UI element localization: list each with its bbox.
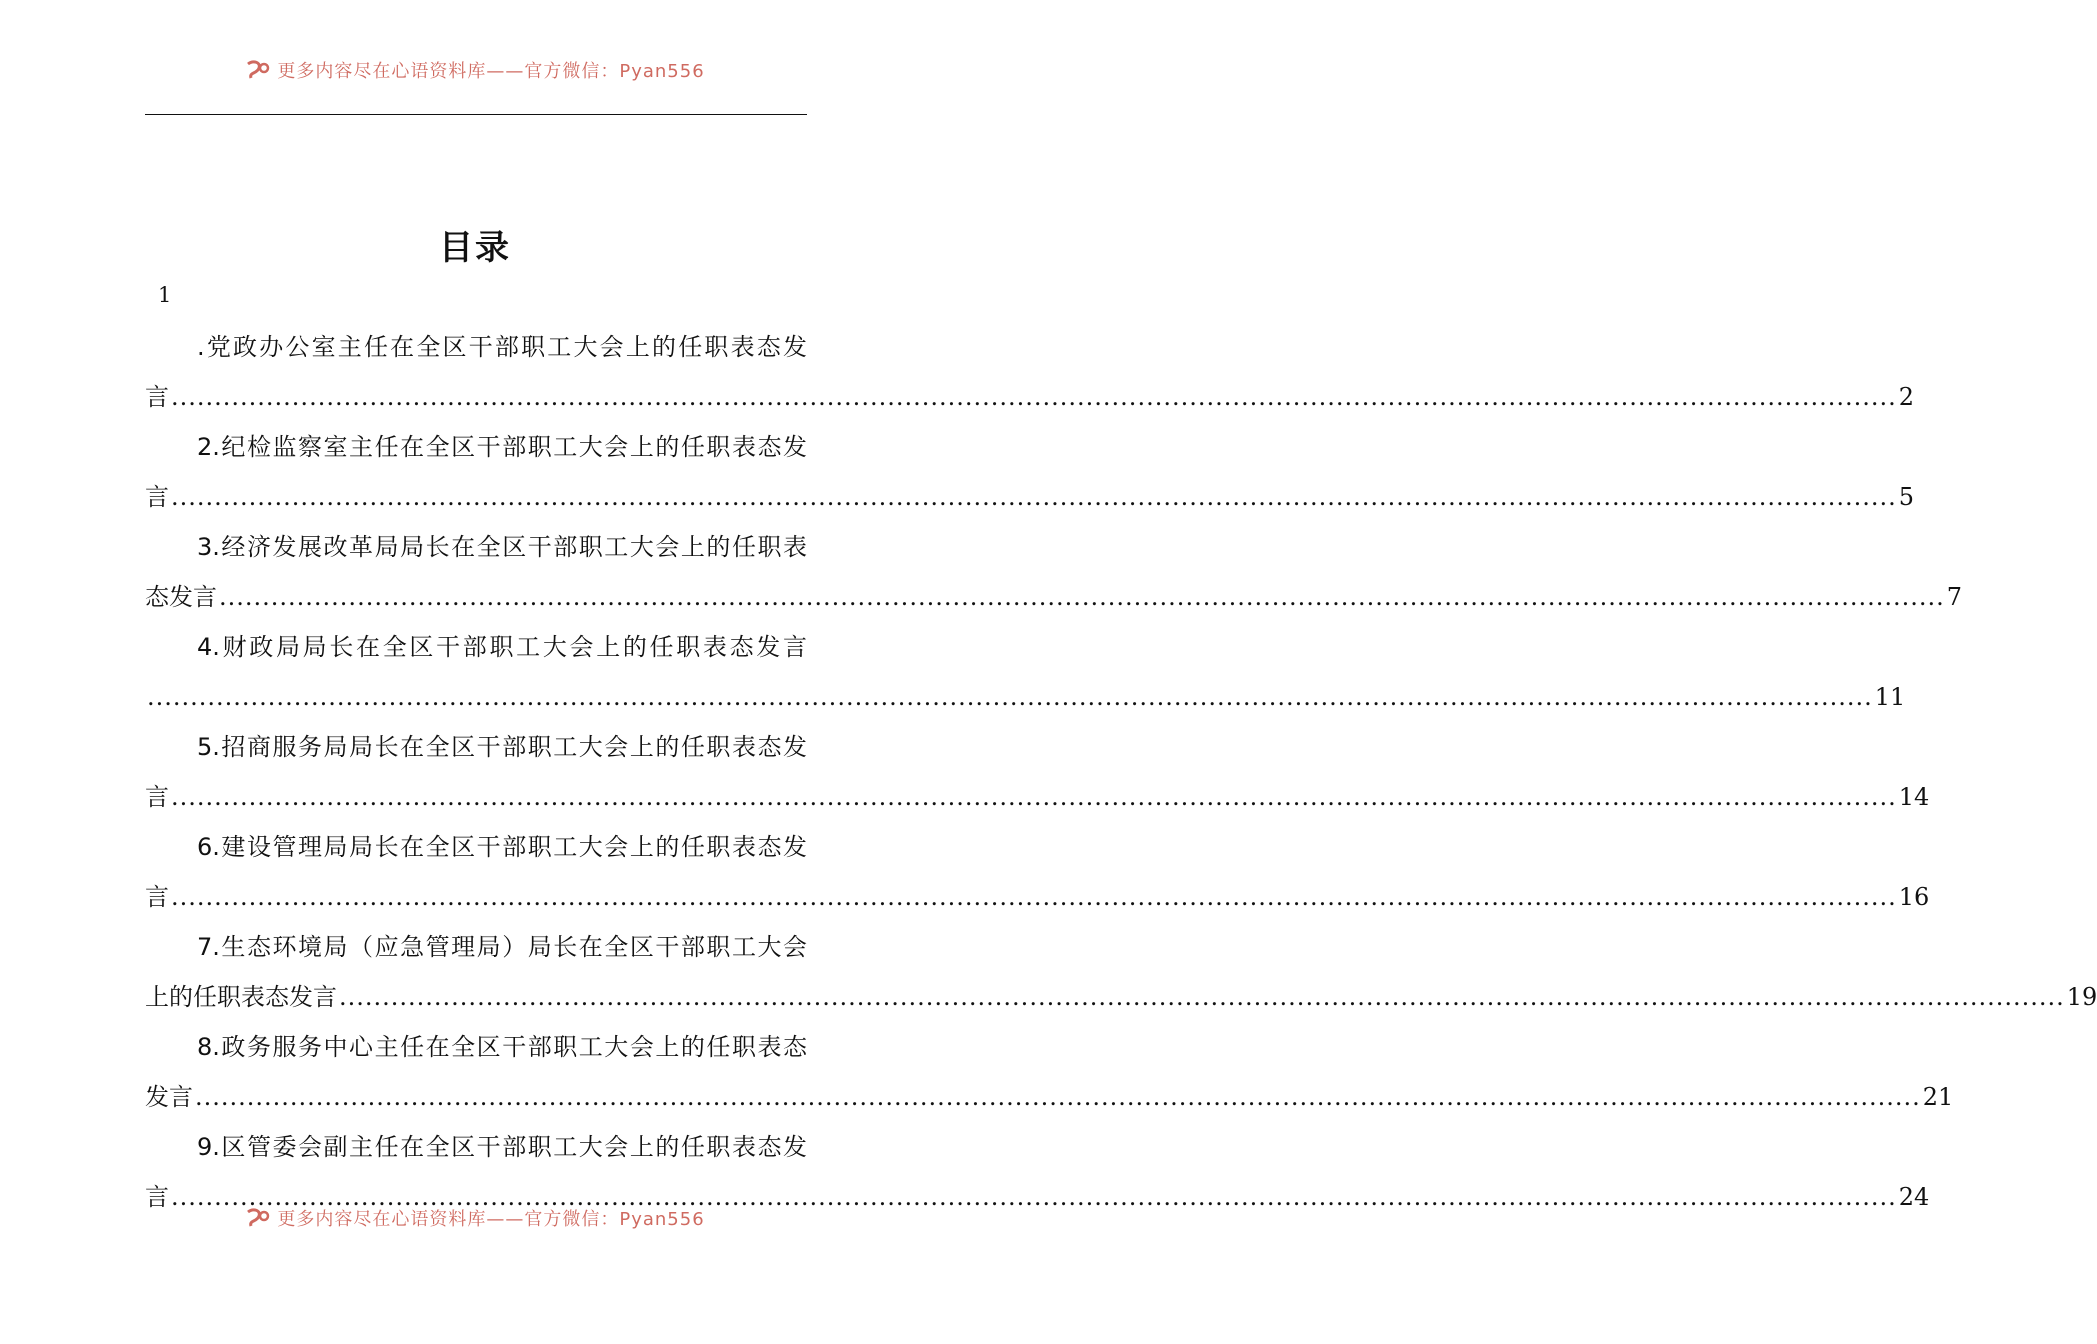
logo-icon [245,60,271,80]
toc-entry-title: .党政办公室主任在全区干部职工大会上的任职表态发 [197,333,807,361]
dot-leader: ........................................................................................................................................................................................................ [171,883,1897,911]
watermark-text: 更多内容尽在心语资料库——官方微信：Pyan556 [277,1209,705,1230]
toc-entry-page: 11 [1874,683,1906,711]
table-of-contents [145,322,2097,1222]
toc-entry-3[interactable] [145,522,1963,622]
dot-leader: ........................................................................................................................................................................................................ [147,683,1873,711]
toc-entry-title: 9.区管委会副主任在全区干部职工大会上的任职表态发 [197,1133,807,1161]
toc-entry-title-tail: 言 [145,383,169,411]
toc-entry-title-tail: 言 [145,1183,169,1211]
dot-leader: ........................................................................................................................................................................................................ [171,383,1897,411]
dot-leader: ........................................................................................................................................................................................................ [339,983,2065,1011]
toc-entry-title-tail: 言 [145,783,169,811]
toc-entry-page: 16 [1898,883,1930,911]
dot-leader: ........................................................................................................................................................................................................ [219,583,1945,611]
toc-entry-title-tail: 上的任职表态发言 [145,983,337,1011]
toc-entry-page: 2 [1898,383,1915,411]
page-title: 目录 [439,228,511,268]
toc-entry-page: 5 [1898,483,1915,511]
dot-leader: ........................................................................................................................................................................................................ [171,783,1897,811]
toc-entry-6[interactable] [145,822,1930,922]
toc-entry-title-tail: 发言 [145,1083,193,1111]
watermark-text: 更多内容尽在心语资料库——官方微信：Pyan556 [277,61,705,82]
logo-icon [245,1208,271,1228]
toc-entry-1[interactable] [145,322,1915,422]
toc-entry-title: 3.经济发展改革局局长在全区干部职工大会上的任职表 [197,533,807,561]
dot-leader: ........................................................................................................................................................................................................ [171,483,1897,511]
toc-entry-title: 4.财政局局长在全区干部职工大会上的任职表态发言 [197,633,807,661]
dot-leader: ........................................................................................................................................................................................................ [171,1183,1897,1211]
toc-entry-page: 21 [1922,1083,1954,1111]
header-watermark [0,58,950,82]
toc-entry-title-tail: 言 [145,483,169,511]
toc-entry-7[interactable] [145,922,2097,1022]
toc-entry-page: 7 [1946,583,1963,611]
toc-entry-4[interactable] [145,622,1906,722]
toc-entry-8[interactable] [145,1022,1954,1122]
toc-entry-title-tail: 态发言 [145,583,217,611]
header-rule [145,114,807,115]
toc-entry-title: 7.生态环境局（应急管理局）局长在全区干部职工大会 [197,933,807,961]
toc-entry-title: 2.纪检监察室主任在全区干部职工大会上的任职表态发 [197,433,807,461]
toc-entry-page: 19 [2066,983,2097,1011]
toc-entry-5[interactable] [145,722,1930,822]
toc-pre-number: 1 [158,283,172,307]
toc-entry-title-tail: 言 [145,883,169,911]
toc-entry-title: 8.政务服务中心主任在全区干部职工大会上的任职表态 [197,1033,807,1061]
footer-watermark [0,1206,950,1230]
toc-entry-page: 24 [1898,1183,1930,1211]
toc-entry-title: 5.招商服务局局长在全区干部职工大会上的任职表态发 [197,733,807,761]
toc-entry-title: 6.建设管理局局长在全区干部职工大会上的任职表态发 [197,833,807,861]
toc-entry-page: 14 [1898,783,1930,811]
toc-entry-2[interactable] [145,422,1915,522]
dot-leader: ........................................................................................................................................................................................................ [195,1083,1921,1111]
